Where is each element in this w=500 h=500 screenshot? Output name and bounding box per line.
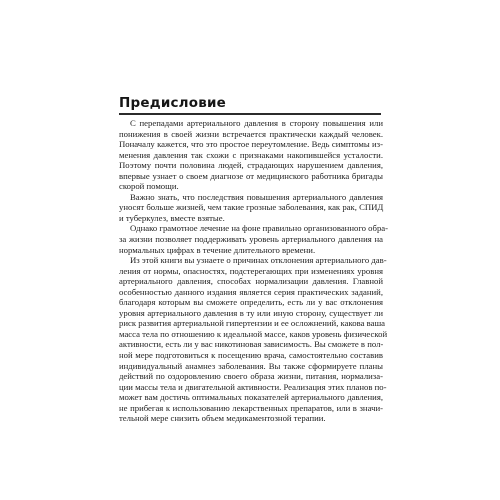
paragraph — [119, 192, 383, 224]
page-title: Предисловие — [119, 95, 227, 111]
text-line: действий по оздоровлению своего образа жизни, питания, нормализа- — [119, 371, 383, 382]
text-line: понижения в своей жизни встречается практически каждый человек. — [119, 128, 383, 139]
text-line: скорой помощи. — [119, 181, 179, 192]
text-line: благодаря которым вы сможете определить, есть ли у вас отклонения — [119, 297, 383, 308]
text-line: ной мере подготовиться к посещению врача, самостоятельно составив — [119, 350, 383, 361]
text-line: за жизни позволяет поддерживать уровень артериального давления на — [119, 234, 383, 245]
text-line: особенностью данного издания является серия практических заданий, — [119, 286, 383, 297]
paragraph — [119, 223, 389, 255]
text-line: Поначалу кажется, что это простое переутомление. Ведь симптомы из- — [119, 139, 383, 150]
text-line: Из этой книги вы узнаете о причинах отклонения артериального дав- — [130, 255, 387, 266]
text-line: нормальных цифрах в течение длительного времени. — [119, 244, 316, 255]
text-line: Поэтому почти половина людей, страдающих нарушением давления, — [119, 160, 383, 171]
text-line: артериального давления, способах нормализации давления. Главной — [119, 276, 383, 287]
text-line: риск развития артериальной гипертензии и ее осложнений, какова ваша — [119, 318, 386, 329]
text-line: индивидуальный анамнез заболевания. Вы также сформируете планы — [119, 360, 383, 371]
paragraph — [119, 255, 388, 424]
text-line: впервые узнает о своем диагнозе от медицинского работника бригады — [119, 170, 383, 181]
text-line: ления от нормы, опасностях, подстерегающих при изменениях уровня — [119, 265, 383, 276]
body-text — [119, 118, 389, 424]
text-line: может вам достичь оптимальных показателей артериального давления, — [119, 392, 383, 403]
title-underline — [119, 113, 381, 115]
text-line: ции массы тела и двигательной активности. Реализация этих планов по- — [119, 381, 387, 392]
text-line: Однако грамотное лечение на фоне правильно организованного обра- — [130, 223, 389, 234]
paragraph — [119, 118, 383, 192]
text-line: масса тела по отношению к идеальной массе, каков уровень физической — [119, 328, 388, 339]
text-line: С перепадами артериального давления в сторону повышения или — [130, 118, 383, 128]
text-line: и туберкулез, вместе взятые. — [119, 212, 225, 223]
text-line: активности, есть ли у вас никотиновая зависимость. Вы сможете в пол- — [119, 339, 384, 350]
text-line: тельной мере снизить объем медикаментозной терапии. — [119, 413, 326, 424]
text-line: не прибегая к использованию лекарственных препаратов, или в значи- — [119, 402, 383, 413]
text-line: уровня артериального давления в ту или иную сторону, существует ли — [119, 307, 383, 318]
text-line: Важно знать, что последствия повышения артериального давления — [130, 191, 383, 202]
text-line: менения давления так схожи с признаками накопившейся усталости. — [119, 149, 383, 160]
text-line: уносят больше жизней, чем такие грозные заболевания, как рак, СПИД — [119, 202, 384, 213]
